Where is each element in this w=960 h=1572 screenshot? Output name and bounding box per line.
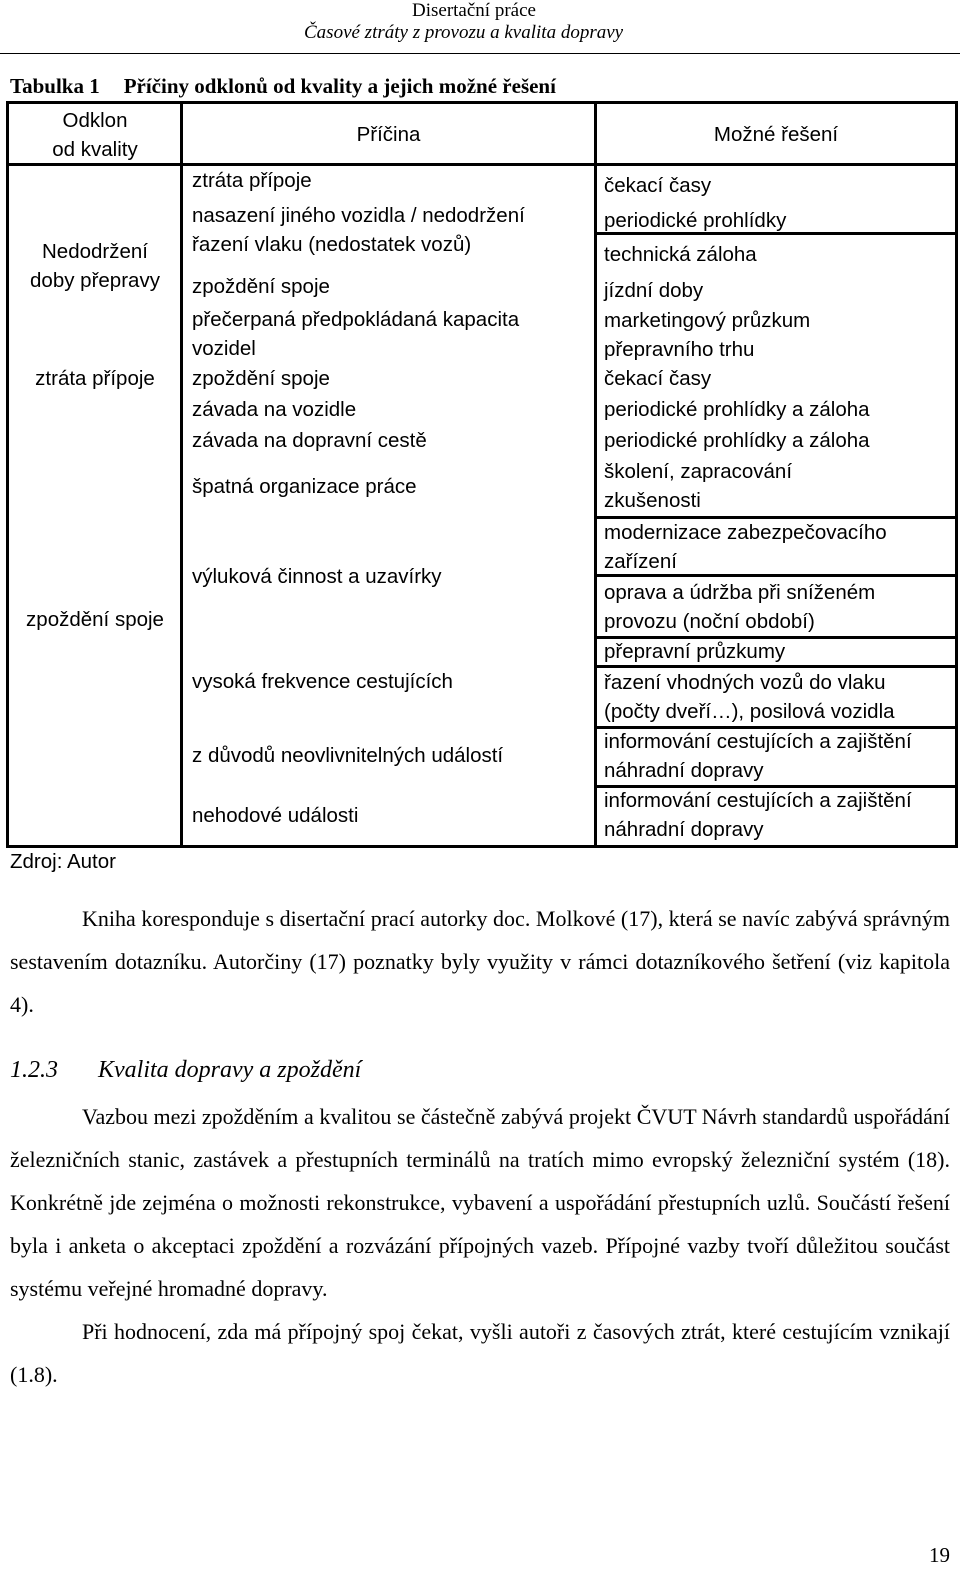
solution-line: zkušenosti xyxy=(604,489,701,512)
col-header-deviation-line: Odklon xyxy=(62,109,128,132)
solution-item xyxy=(604,727,912,785)
section-title: Kvalita dopravy a zpoždění xyxy=(98,1057,362,1083)
solution-line: náhradní dopravy xyxy=(604,818,764,841)
cause-item: zpoždění spoje xyxy=(192,275,330,298)
header-rule xyxy=(0,53,960,54)
table-label: Tabulka 1 xyxy=(10,74,100,98)
solution-line: informování cestujících a zajištění xyxy=(604,730,912,753)
solution-line: školení, zapracování xyxy=(604,460,793,483)
running-header-title: Disertační práce xyxy=(412,0,536,21)
table-caption xyxy=(10,74,556,99)
solution-line: přepravního trhu xyxy=(604,338,755,361)
col-divider-1 xyxy=(180,101,183,848)
solution-item xyxy=(604,518,887,576)
cause-item: vysoká frekvence cestujících xyxy=(192,670,453,693)
solution-item: periodické prohlídky a záloha xyxy=(604,398,870,421)
col-header-cause: Příčina xyxy=(356,123,421,146)
group-missed-connection: ztráta přípoje xyxy=(35,367,155,390)
paragraph-2 xyxy=(10,1095,950,1396)
cause-item: z důvodů neovlivnitelných událostí xyxy=(192,744,504,767)
table-source: Zdroj: Autor xyxy=(10,850,116,873)
solution-line: náhradní dopravy xyxy=(604,759,764,782)
solution-line: oprava a údržba při sníženém xyxy=(604,581,876,604)
solution-item: jízdní doby xyxy=(604,279,704,302)
group-line: Nedodržení xyxy=(42,240,148,263)
solution-item xyxy=(604,786,912,844)
cause-item: výluková činnost a uzavírky xyxy=(192,565,442,588)
solution-item xyxy=(604,306,810,364)
solution-line: marketingový průzkum xyxy=(604,309,811,332)
group-service-delay: zpoždění spoje xyxy=(26,608,164,631)
solution-line: modernizace zabezpečovacího xyxy=(604,521,887,544)
paragraph-text: Vazbou mezi zpožděním a kvalitou se částečně zabývá projekt ČVUT Návrh standardů uspořádání železničních stanic, zastávek a přestupních terminálů na tratích mimo evropský železniční systém (18). Konkrétně jde zejména o možnosti rekonstrukce, vybavení a uspořádání přestupních uzlů. Součástí řešení byla i anketa o akceptaci zpoždění a rozvázání přípojných vazeb. Přípojné vazby tvoří důležitou součást systému veřejné hromadné dopravy. xyxy=(10,1104,950,1301)
cause-item: závada na vozidle xyxy=(192,398,357,421)
col-divider-2 xyxy=(594,101,597,848)
col-header-solution: Možné řešení xyxy=(713,123,839,146)
paragraph-text: Kniha koresponduje s disertační prací autorky doc. Molkové (17), která se navíc zabývá správným sestavením dotazníku. Autorčiny (17) poznatky byly využity v rámci dotazníkového šetření (viz kapitola 4). xyxy=(10,906,950,1017)
cause-line: přečerpaná předpokládaná kapacita xyxy=(192,308,520,331)
cause-line: nasazení jiného vozidla / nedodržení xyxy=(192,204,525,227)
solution-line: informování cestujících a zajištění xyxy=(604,789,912,812)
cause-line: řazení vlaku (nedostatek vozů) xyxy=(192,233,472,256)
group-late-delivery xyxy=(10,237,180,295)
paragraph-text: Při hodnocení, zda má přípojný spoj čekat, vyšli autoři z časových ztrát, které cestujícím vznikají (1.8). xyxy=(10,1319,950,1387)
solution-item xyxy=(604,668,895,726)
solution-item: přepravní průzkumy xyxy=(604,640,786,663)
solution-line: zařízení xyxy=(604,550,677,573)
col-header-deviation-line: od kvality xyxy=(52,138,138,161)
cause-item: ztráta přípoje xyxy=(192,169,312,192)
running-header-subtitle: Časové ztráty z provozu a kvalita dopravy xyxy=(304,22,624,43)
solution-line: řazení vhodných vozů do vlaku xyxy=(604,671,886,694)
cause-item xyxy=(192,305,519,363)
cause-line: vozidel xyxy=(192,337,256,360)
solution-line: (počty dveří…), posilová vozidla xyxy=(604,700,895,723)
paragraph-1 xyxy=(10,897,950,1026)
solution-item: periodické prohlídky a záloha xyxy=(604,429,870,452)
solution-item xyxy=(604,457,792,515)
cause-item: závada na dopravní cestě xyxy=(192,429,427,452)
solution-item: čekací časy xyxy=(604,174,712,197)
col-header-deviation xyxy=(10,106,180,164)
cause-item xyxy=(192,201,525,259)
group-line: doby přepravy xyxy=(30,269,160,292)
cause-item: nehodové události xyxy=(192,804,359,827)
solution-item: technická záloha xyxy=(604,243,757,266)
solution-item xyxy=(604,578,875,636)
cause-item: špatná organizace práce xyxy=(192,475,417,498)
table-title: Příčiny odklonů od kvality a jejich možné řešení xyxy=(123,74,556,98)
cause-item: zpoždění spoje xyxy=(192,367,330,390)
table-left-border xyxy=(6,101,9,848)
solution-item: čekací časy xyxy=(604,367,712,390)
solution-item: periodické prohlídky xyxy=(604,209,787,232)
table-right-border xyxy=(955,101,958,848)
section-heading xyxy=(10,1057,361,1084)
table-top-border xyxy=(6,101,958,104)
solution-line: provozu (noční období) xyxy=(604,610,815,633)
table-bottom-border xyxy=(6,845,958,848)
section-number: 1.2.3 xyxy=(10,1057,58,1083)
page-number: 19 xyxy=(929,1543,950,1567)
